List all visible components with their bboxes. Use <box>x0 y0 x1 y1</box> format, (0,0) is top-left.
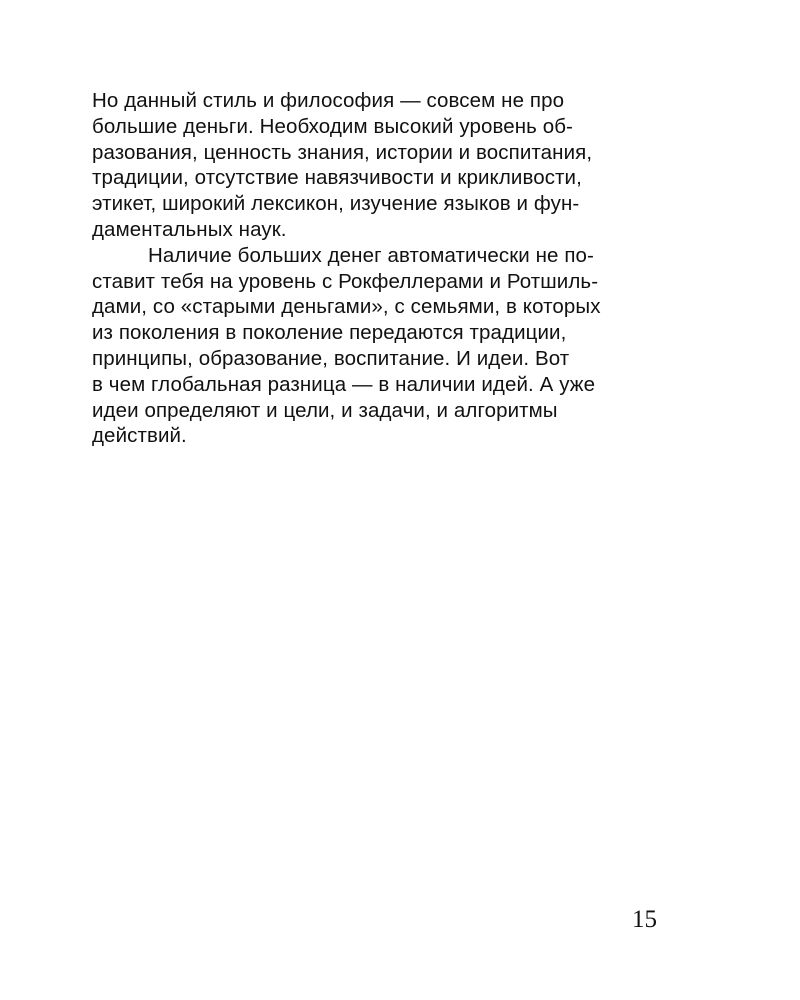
text-line: действий. <box>92 424 187 448</box>
text-line: разования, ценность знания, истории и воспитания, <box>92 140 593 164</box>
text-line: дами, со «старыми деньгами», с семьями, в которых <box>92 295 601 319</box>
page-number: 15 <box>632 906 657 933</box>
text-line: в чем глобальная разница — в наличии идей. А уже <box>92 372 596 396</box>
paragraph-2 <box>92 243 672 449</box>
text-line: из поколения в поколение передаются традиции, <box>92 321 567 345</box>
text-line: идеи определяют и цели, и задачи, и алгоритмы <box>92 398 558 422</box>
text-line: традиции, отсутствие навязчивости и крикливости, <box>92 166 582 190</box>
text-line: этикет, широкий лексикон, изучение языков и фун- <box>92 192 580 216</box>
text-line: Но данный стиль и философия — совсем не про <box>92 89 565 112</box>
text-line: ставит тебя на уровень с Рокфеллерами и Ротшиль- <box>92 269 599 293</box>
body-text <box>92 88 672 449</box>
text-line: принципы, образование, воспитание. И идеи. Вот <box>92 346 570 370</box>
text-line: большие деньги. Необходим высокий уровень об- <box>92 114 573 138</box>
text-line: даментальных наук. <box>92 217 287 241</box>
paragraph-1 <box>92 88 672 243</box>
text-line: Наличие больших денег автоматически не по- <box>148 243 594 267</box>
